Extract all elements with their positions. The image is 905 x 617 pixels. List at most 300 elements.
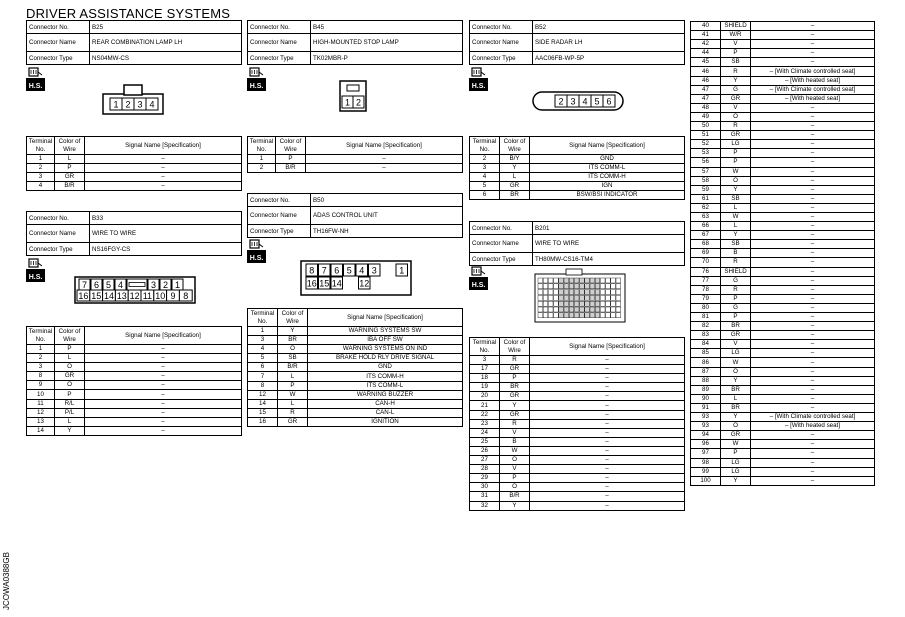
pin-cavity <box>559 290 564 295</box>
signal-name: WARNING SYSTEMS ON IND <box>308 345 463 354</box>
terminal-number: 41 <box>691 31 721 40</box>
b52-terminal-table <box>469 136 685 200</box>
terminal-number: 23 <box>470 419 500 428</box>
hs-label: H.S. <box>471 83 486 90</box>
signal-name: – <box>306 155 463 164</box>
signal-name: – <box>751 267 875 276</box>
terminal-number: 58 <box>691 176 721 185</box>
wire-color: P <box>500 474 530 483</box>
terminal-number: 78 <box>691 285 721 294</box>
table-row <box>691 76 875 85</box>
terminal-number: 15 <box>248 408 278 417</box>
pin-cavity <box>574 295 579 300</box>
table-row <box>691 476 875 485</box>
signal-name: – <box>530 401 685 410</box>
wire-color: BR <box>278 336 308 345</box>
b201-terminal-table <box>469 337 685 511</box>
terminal-number: 99 <box>691 467 721 476</box>
terminal-number: 30 <box>470 483 500 492</box>
wire-color: SB <box>721 240 751 249</box>
terminal-number: 47 <box>691 85 721 94</box>
b45-type: TK02MBR-P <box>311 52 463 65</box>
pin-cavity <box>606 278 611 283</box>
pin-cavity <box>574 278 579 283</box>
table-row <box>248 354 463 363</box>
b33-number: B33 <box>90 212 242 225</box>
pin-number: 5 <box>594 96 600 107</box>
col-signal: Signal Name [Specification] <box>85 137 242 155</box>
terminal-number: 11 <box>27 399 55 408</box>
wire-color: P <box>721 158 751 167</box>
pin-cavity <box>585 284 590 289</box>
table-row <box>691 258 875 267</box>
pin-number: 2 <box>162 279 169 290</box>
table-row <box>691 31 875 40</box>
table-row <box>470 437 685 446</box>
col-terminal: Terminal No. <box>470 338 500 356</box>
signal-name: – <box>751 49 875 58</box>
pin-cavity <box>580 295 585 300</box>
pin-cavity <box>585 301 590 306</box>
pin-cavity <box>600 290 605 295</box>
table-row <box>248 417 463 426</box>
signal-name: – <box>751 122 875 131</box>
pin-cavity <box>585 290 590 295</box>
col-terminal: Terminal No. <box>248 309 278 327</box>
b201-header <box>469 221 685 266</box>
b33-header <box>26 211 242 256</box>
wire-color: Y <box>278 327 308 336</box>
wire-color: W <box>721 212 751 221</box>
signal-name: – <box>751 40 875 49</box>
signal-name: – <box>751 294 875 303</box>
signal-name: WARNING SYSTEMS SW <box>308 327 463 336</box>
terminal-number: 66 <box>691 222 721 231</box>
table-row <box>470 492 685 501</box>
terminal-number: 86 <box>691 358 721 367</box>
wire-color: O <box>278 345 308 354</box>
hs-label: H.S. <box>28 274 43 281</box>
terminal-number: 52 <box>691 140 721 149</box>
pin-cavity <box>569 307 574 312</box>
terminal-number: 14 <box>248 399 278 408</box>
wire-color: B/R <box>500 492 530 501</box>
b52-name: SIDE RADAR LH <box>533 34 685 52</box>
pin-number: 16 <box>78 290 89 301</box>
pin-cavity <box>606 307 611 312</box>
wire-color: GR <box>55 173 85 182</box>
wire-color: O <box>721 112 751 121</box>
pin-cavity <box>554 295 559 300</box>
terminal-number: 100 <box>691 476 721 485</box>
pin-number: 4 <box>149 99 155 110</box>
wire-color: L <box>55 354 85 363</box>
table-row <box>470 164 685 173</box>
signal-name: – <box>751 331 875 340</box>
table-row <box>691 22 875 31</box>
label-connector-type: Connector Type <box>470 52 533 65</box>
pin-number: 2 <box>125 99 131 110</box>
table-row <box>691 185 875 194</box>
pin-cavity <box>559 313 564 318</box>
signal-name: – <box>751 167 875 176</box>
terminal-number: 97 <box>691 449 721 458</box>
wire-color: Y <box>721 185 751 194</box>
wire-color: SB <box>721 58 751 67</box>
wire-color: Y <box>55 426 85 435</box>
table-row <box>27 164 242 173</box>
terminal-number: 6 <box>248 363 278 372</box>
terminal-number: 81 <box>691 313 721 322</box>
wire-color: Y <box>500 501 530 510</box>
table-row <box>27 381 242 390</box>
pin-cavity <box>554 313 559 318</box>
table-row <box>691 376 875 385</box>
pin-cavity <box>538 295 543 300</box>
b33-name: WIRE TO WIRE <box>90 225 242 243</box>
label-connector-name: Connector Name <box>27 225 90 243</box>
pin-cavity <box>574 307 579 312</box>
b52-connector-face <box>532 88 624 114</box>
terminal-number: 2 <box>248 164 276 173</box>
signal-name: – <box>751 212 875 221</box>
pin-cavity <box>616 313 621 318</box>
wire-color: Y <box>721 376 751 385</box>
wire-color: R <box>500 356 530 365</box>
pin-cavity <box>590 301 595 306</box>
signal-name: – <box>85 155 242 164</box>
terminal-number: 76 <box>691 267 721 276</box>
terminal-number: 51 <box>691 131 721 140</box>
label-connector-no: Connector No. <box>248 21 311 34</box>
col-terminal: Terminal No. <box>27 137 55 155</box>
table-row <box>691 413 875 422</box>
pin-cavity <box>590 313 595 318</box>
pin-number: 1 <box>174 279 181 290</box>
terminal-number: 67 <box>691 231 721 240</box>
table-row <box>27 399 242 408</box>
b201-terminal-table-continued <box>690 21 875 486</box>
terminal-number: 70 <box>691 258 721 267</box>
hs-harness-side-icon <box>247 238 266 263</box>
pin-cavity <box>606 313 611 318</box>
signal-name: – <box>751 258 875 267</box>
label-connector-no: Connector No. <box>470 21 533 34</box>
pin-number: 15 <box>91 290 102 301</box>
table-row <box>691 367 875 376</box>
wire-color: L <box>721 394 751 403</box>
table-row <box>691 431 875 440</box>
wire-color: P <box>55 164 85 173</box>
pin-number: 7 <box>81 279 88 290</box>
wire-color: V <box>500 465 530 474</box>
signal-name: – <box>751 112 875 121</box>
pin-number: 4 <box>117 279 124 290</box>
pin-number: 16 <box>306 278 317 289</box>
signal-name: – <box>751 322 875 331</box>
terminal-number: 48 <box>691 103 721 112</box>
table-row <box>27 390 242 399</box>
table-row <box>691 40 875 49</box>
terminal-number: 8 <box>27 372 55 381</box>
terminal-number: 18 <box>470 374 500 383</box>
terminal-number: 5 <box>470 182 500 191</box>
terminal-number: 7 <box>248 372 278 381</box>
pin-cavity <box>538 284 543 289</box>
pin-cavity <box>564 290 569 295</box>
wire-color: L <box>278 399 308 408</box>
signal-name: – <box>530 410 685 419</box>
wire-color: P <box>721 294 751 303</box>
wire-color: GR <box>721 94 751 103</box>
signal-name: – <box>751 303 875 312</box>
wire-color: GR <box>500 410 530 419</box>
signal-name: – <box>751 249 875 258</box>
pin-number: 10 <box>155 290 166 301</box>
b45-number: B45 <box>311 21 463 34</box>
document-code <box>2 540 12 610</box>
table-row <box>691 176 875 185</box>
terminal-number: 4 <box>470 173 500 182</box>
table-row <box>691 231 875 240</box>
signal-name: – <box>751 58 875 67</box>
b45-name: HIGH-MOUNTED STOP LAMP <box>311 34 463 52</box>
wire-color: V <box>500 428 530 437</box>
wire-color: P/L <box>55 408 85 417</box>
wire-color: R <box>721 67 751 76</box>
pin-cavity <box>595 313 600 318</box>
label-connector-name: Connector Name <box>248 34 311 52</box>
pin-cavity <box>606 295 611 300</box>
signal-name: – <box>751 458 875 467</box>
pin-cavity <box>616 307 621 312</box>
pin-cavity <box>616 284 621 289</box>
wire-color: R/L <box>55 399 85 408</box>
pin-cavity <box>595 284 600 289</box>
table-row <box>27 345 242 354</box>
wire-color: GR <box>721 331 751 340</box>
pin-cavity <box>585 295 590 300</box>
table-row <box>470 356 685 365</box>
table-row <box>691 49 875 58</box>
signal-name: IGNITION <box>308 417 463 426</box>
b45-connector-face <box>339 80 367 112</box>
pin-cavity <box>569 301 574 306</box>
pin-cavity <box>616 290 621 295</box>
wire-color: R <box>721 122 751 131</box>
wire-color: L <box>500 173 530 182</box>
b52-number: B52 <box>533 21 685 34</box>
table-row <box>248 399 463 408</box>
pin-cavity <box>569 278 574 283</box>
table-row <box>470 419 685 428</box>
wire-color: GR <box>55 372 85 381</box>
pin-number: 8 <box>309 265 315 276</box>
pin-number: 6 <box>93 279 100 290</box>
pin-cavity <box>559 284 564 289</box>
pin-cavity <box>595 278 600 283</box>
pin-number: 5 <box>346 265 352 276</box>
terminal-number: 9 <box>27 381 55 390</box>
table-row <box>470 401 685 410</box>
signal-name: – <box>85 381 242 390</box>
table-row <box>470 365 685 374</box>
terminal-number: 28 <box>470 465 500 474</box>
wire-color: P <box>721 449 751 458</box>
table-row <box>248 408 463 417</box>
pin-cavity <box>543 284 548 289</box>
pin-cavity <box>538 290 543 295</box>
table-row <box>691 58 875 67</box>
table-row <box>27 417 242 426</box>
pin-number: 4 <box>359 265 365 276</box>
pin-cavity <box>559 307 564 312</box>
table-row <box>27 426 242 435</box>
pin-cavity <box>600 284 605 289</box>
pin-cavity <box>559 295 564 300</box>
signal-name: – <box>751 22 875 31</box>
col-color: Color of Wire <box>55 327 85 345</box>
terminal-number: 79 <box>691 294 721 303</box>
pin-number: 8 <box>183 290 189 301</box>
wire-color: SHIELD <box>721 22 751 31</box>
label-connector-name: Connector Name <box>470 235 533 253</box>
hs-harness-side-icon <box>26 257 45 282</box>
pin-number: 1 <box>399 265 405 276</box>
pin-number: 3 <box>371 265 377 276</box>
table-row <box>691 313 875 322</box>
pin-cavity <box>548 278 553 283</box>
pin-cavity <box>548 284 553 289</box>
signal-name: – <box>530 356 685 365</box>
signal-name: ITS COMM-L <box>308 381 463 390</box>
label-connector-name: Connector Name <box>27 34 90 52</box>
wire-color: B/Y <box>500 155 530 164</box>
terminal-number: 89 <box>691 385 721 394</box>
terminal-number: 93 <box>691 422 721 431</box>
terminal-number: 40 <box>691 22 721 31</box>
terminal-number: 24 <box>470 428 500 437</box>
b50-connector-face <box>300 260 412 296</box>
wire-color: W <box>500 446 530 455</box>
terminal-number: 1 <box>27 345 55 354</box>
terminal-number: 12 <box>248 390 278 399</box>
pin-cavity <box>600 313 605 318</box>
table-row <box>691 249 875 258</box>
pin-cavity <box>600 307 605 312</box>
b33-terminal-table <box>26 326 242 436</box>
b201-name: WIRE TO WIRE <box>533 235 685 253</box>
signal-name: – <box>751 476 875 485</box>
terminal-number: 13 <box>27 417 55 426</box>
wire-color: O <box>55 381 85 390</box>
signal-name: – <box>751 158 875 167</box>
terminal-number: 69 <box>691 249 721 258</box>
signal-name: BSW/BSI INDICATOR <box>530 191 685 200</box>
pin-cavity <box>574 290 579 295</box>
label-connector-name: Connector Name <box>248 207 311 225</box>
terminal-number: 12 <box>27 408 55 417</box>
signal-name: – <box>751 276 875 285</box>
label-connector-type: Connector Type <box>248 225 311 238</box>
table-row <box>691 212 875 221</box>
table-row <box>691 403 875 412</box>
terminal-number: 61 <box>691 194 721 203</box>
pin-cavity <box>569 290 574 295</box>
col-terminal: Terminal No. <box>470 137 500 155</box>
terminal-number: 46 <box>691 67 721 76</box>
pin-cavity <box>538 278 543 283</box>
table-row <box>691 122 875 131</box>
signal-name: – <box>751 231 875 240</box>
signal-name: – <box>751 194 875 203</box>
terminal-number: 83 <box>691 331 721 340</box>
pin-cavity <box>538 313 543 318</box>
wire-color: R <box>721 285 751 294</box>
pin-number: 13 <box>116 290 127 301</box>
pin-cavity <box>564 295 569 300</box>
wire-color: O <box>55 363 85 372</box>
wire-color: R <box>500 419 530 428</box>
pin-cavity <box>574 301 579 306</box>
pin-cavity <box>554 290 559 295</box>
wire-color: G <box>721 303 751 312</box>
terminal-number: 62 <box>691 203 721 212</box>
pin-cavity <box>543 295 548 300</box>
table-row <box>691 103 875 112</box>
signal-name: – <box>751 385 875 394</box>
pin-number: 1 <box>344 97 351 108</box>
hs-label: H.S. <box>28 83 43 90</box>
wire-color: G <box>721 276 751 285</box>
pin-cavity <box>595 307 600 312</box>
terminal-number: 57 <box>691 167 721 176</box>
pin-number: 2 <box>558 96 564 107</box>
hs-harness-side-icon <box>26 66 45 91</box>
b201-connector-face <box>534 268 626 324</box>
signal-name: – <box>751 349 875 358</box>
label-connector-no: Connector No. <box>27 21 90 34</box>
signal-name: – <box>751 449 875 458</box>
pin-cavity <box>538 301 543 306</box>
signal-name: CAN-H <box>308 399 463 408</box>
pin-cavity <box>590 278 595 283</box>
signal-name: – [With Climate controlled seat] <box>751 413 875 422</box>
wire-color: LG <box>721 140 751 149</box>
terminal-number: 68 <box>691 240 721 249</box>
signal-name: – <box>751 376 875 385</box>
pin-cavity <box>543 307 548 312</box>
signal-name: – [With heated seat] <box>751 76 875 85</box>
table-row <box>691 467 875 476</box>
col-color: Color of Wire <box>278 309 308 327</box>
terminal-number: 3 <box>248 336 278 345</box>
wire-color: L <box>721 222 751 231</box>
wire-color: V <box>721 340 751 349</box>
signal-name: – <box>751 440 875 449</box>
signal-name: – <box>751 431 875 440</box>
signal-name: – <box>85 417 242 426</box>
terminal-number: 98 <box>691 458 721 467</box>
pin-cavity <box>559 278 564 283</box>
signal-name: – <box>85 164 242 173</box>
pin-cavity <box>616 295 621 300</box>
hs-harness-side-icon <box>469 265 488 290</box>
pin-number: 3 <box>150 279 157 290</box>
wire-color: Y <box>721 231 751 240</box>
wire-color: B <box>500 437 530 446</box>
terminal-number: 3 <box>27 173 55 182</box>
